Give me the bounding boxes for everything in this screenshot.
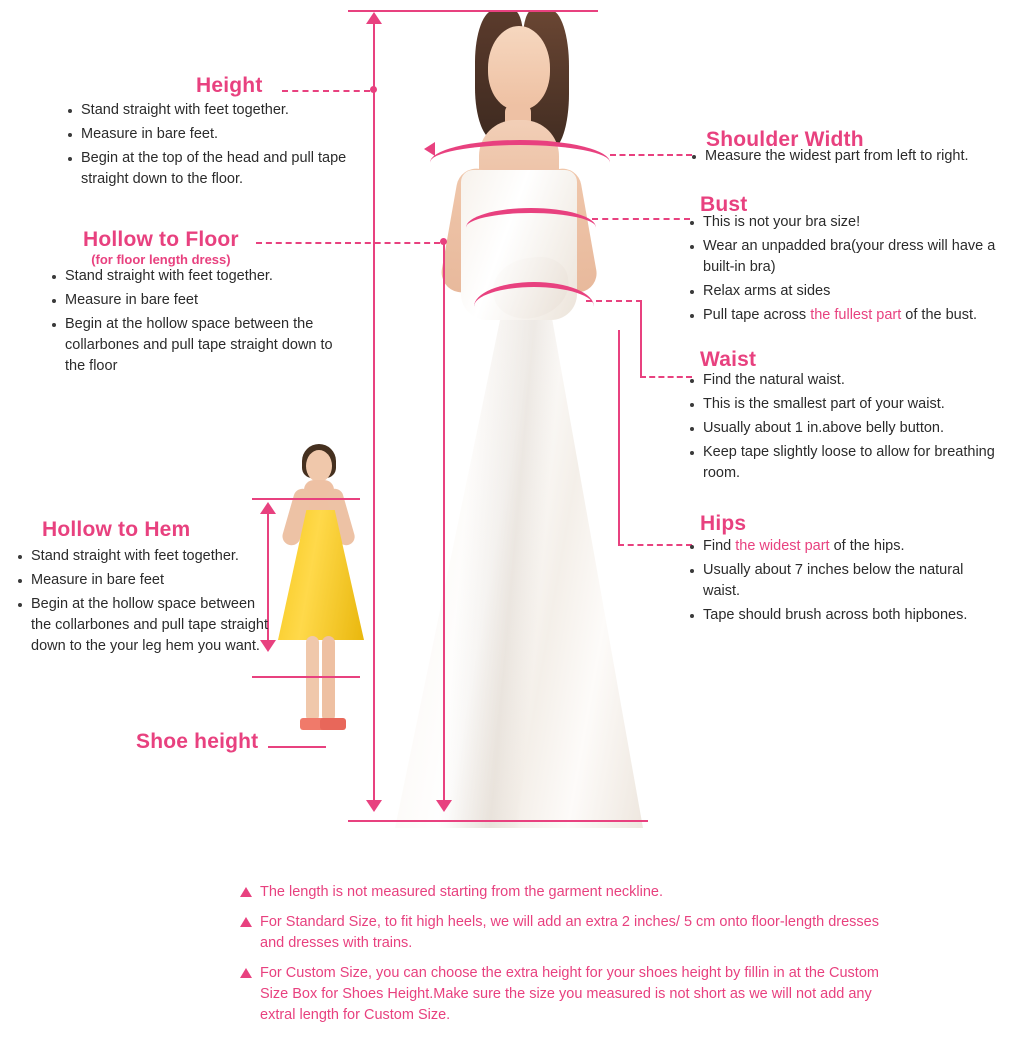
list-item: Keep tape slightly loose to allow for breathing room. <box>686 442 996 484</box>
hips-leader-line <box>618 544 692 546</box>
list-item: Measure the widest part from left to right. <box>688 146 1008 167</box>
section-shoe-height <box>136 730 258 754</box>
list-item: This is not your bra size! <box>686 212 1006 233</box>
hips-leader-vertical <box>618 330 620 546</box>
list-item: Stand straight with feet together. <box>14 546 272 567</box>
hips-bullets <box>686 536 1002 629</box>
note-item: For Custom Size, you can choose the extra height for your shoes height by fillin in at the Custom Size Box for Shoes Height.Make sure the size you measured is not short as we will not add any extral length for Custom Size. <box>240 963 880 1026</box>
hollow-to-hem-title: Hollow to Hem <box>42 518 191 541</box>
section-hollow-to-hem <box>42 518 190 542</box>
height-vertical-line <box>373 16 375 806</box>
short-dress-model-photo <box>262 440 372 770</box>
section-hollow-to-floor <box>83 228 239 267</box>
hips-rich-part-3: of the hips. <box>829 538 905 554</box>
list-item: Begin at the hollow space between the collarbones and pull tape straight down to the your leg hem you want. <box>14 594 272 657</box>
shoe-height-rule <box>268 746 326 748</box>
floor-rule <box>348 820 648 822</box>
height-top-rule <box>348 10 598 12</box>
note-item: For Standard Size, to fit high heels, we will add an extra 2 inches/ 5 cm onto floor-length dresses and dresses with trains. <box>240 912 880 954</box>
bust-measure-band <box>466 208 596 247</box>
shoulder-arrow-left <box>424 142 435 156</box>
hollow-to-floor-arrow-bottom <box>436 800 452 812</box>
shoulder-width-bullets <box>688 146 1008 170</box>
section-waist <box>700 348 756 372</box>
hollow-to-floor-subtitle: (for floor length dress) <box>91 252 231 267</box>
waist-measure-band <box>474 282 594 331</box>
bust-rich-part-2: the fullest part <box>810 307 902 324</box>
bust-rich-part-1: Pull tape across <box>703 307 811 324</box>
waist-title: Waist <box>700 348 757 371</box>
model-photo <box>383 0 653 828</box>
list-item: Begin at the top of the head and pull tape straight down to the floor. <box>64 148 364 190</box>
hips-rich-part-1: Find <box>703 538 736 554</box>
list-item: Stand straight with feet together. <box>48 266 338 287</box>
list-item: Usually about 1 in.above belly button. <box>686 418 996 439</box>
height-bullets <box>64 100 364 193</box>
mini-model-leg-right <box>322 636 335 722</box>
hollow-to-floor-vertical-line <box>443 242 445 807</box>
waist-bullets <box>686 370 996 487</box>
height-arrow-bottom <box>366 800 382 812</box>
list-item: Relax arms at sides <box>686 281 1006 302</box>
waist-leader-vertical <box>640 300 642 378</box>
list-item: Find the natural waist. <box>686 370 996 391</box>
bust-bullets <box>686 212 1006 329</box>
mini-model-shoe-right <box>320 718 346 730</box>
footer-notes <box>240 882 880 1035</box>
model-head <box>488 26 550 110</box>
waist-leader-line <box>640 376 692 378</box>
list-item: Wear an unpadded bra(your dress will have a built-in bra) <box>686 236 1006 278</box>
bust-title: Bust <box>700 193 748 216</box>
list-item: This is the smallest part of your waist. <box>686 394 996 415</box>
hips-title: Hips <box>700 512 747 535</box>
waist-leader-line-top <box>586 300 642 302</box>
shoulder-width-title: Shoulder Width <box>706 128 864 151</box>
hollow-to-hem-bottom-rule <box>252 676 360 678</box>
hollow-to-hem-bullets <box>14 546 272 660</box>
height-marker-dot <box>370 86 377 93</box>
shoulder-measure-band <box>430 140 610 185</box>
list-item-rich <box>686 305 1006 326</box>
list-item: Begin at the hollow space between the collarbones and pull tape straight down to the floor <box>48 314 338 377</box>
hollow-to-floor-title: Hollow to Floor <box>83 228 239 251</box>
section-hips <box>700 512 746 536</box>
shoulder-leader-line <box>610 154 692 156</box>
list-item: Usually about 7 inches below the natural waist. <box>686 560 1002 602</box>
height-leader-line <box>282 90 370 92</box>
height-title: Height <box>196 74 263 97</box>
model-gown-shading <box>395 300 643 828</box>
hollow-to-floor-marker-dot <box>440 238 447 245</box>
shoe-height-title: Shoe height <box>136 730 259 753</box>
mini-model-leg-left <box>306 636 319 722</box>
section-height <box>196 74 263 98</box>
list-item: Tape should brush across both hipbones. <box>686 605 1002 626</box>
list-item-rich <box>686 536 1002 557</box>
list-item: Measure in bare feet <box>14 570 272 591</box>
note-item: The length is not measured starting from the garment neckline. <box>240 882 880 903</box>
bust-rich-part-3: of the bust. <box>901 307 978 324</box>
list-item: Measure in bare feet. <box>64 124 364 145</box>
hollow-to-floor-bullets <box>48 266 338 380</box>
bust-leader-line <box>592 218 690 220</box>
hips-rich-part-2: the widest part <box>735 538 830 554</box>
hollow-to-floor-leader-line <box>256 242 440 244</box>
hollow-to-hem-top-rule <box>252 498 360 500</box>
list-item: Stand straight with feet together. <box>64 100 364 121</box>
list-item: Measure in bare feet <box>48 290 338 311</box>
mini-model-head <box>306 450 332 482</box>
